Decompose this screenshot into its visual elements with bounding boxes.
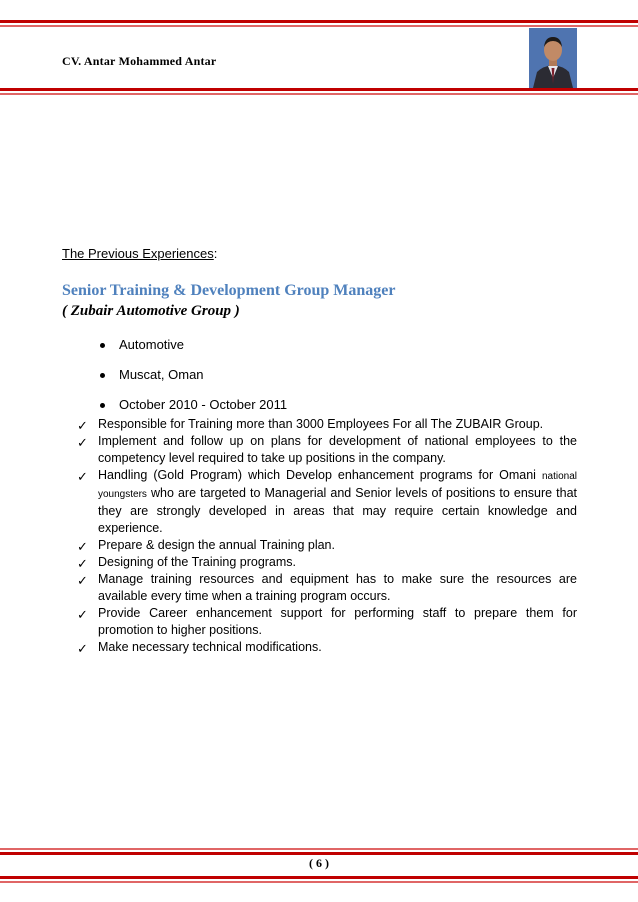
list-item: Automotive — [100, 336, 287, 366]
list-item: ✓ Manage training resources and equipment has to make sure the resources are available every time when a training program occurs. — [77, 572, 577, 603]
checkmark-icon: ✓ — [77, 419, 88, 434]
page-number: ( 6 ) — [309, 856, 329, 870]
bullet-icon — [100, 403, 105, 408]
list-item: ✓ Make necessary technical modifications. — [77, 640, 322, 657]
header-bottom-rule — [0, 88, 638, 95]
checkmark-icon: ✓ — [77, 540, 88, 555]
job-title: Senior Training & Development Group Manager — [62, 282, 396, 299]
list-item: October 2010 - October 2011 — [100, 396, 287, 426]
header-name: CV. Antar Mohammed Antar — [62, 54, 217, 68]
list-item: ✓ Designing of the Training programs. — [77, 555, 297, 572]
checkmark-icon: ✓ — [77, 557, 88, 572]
responsibilities-list — [77, 416, 577, 656]
job-details-list — [100, 336, 287, 426]
company-name: ( Zubair Automotive Group ) — [62, 303, 240, 319]
footer-rule — [0, 848, 638, 855]
footer-bottom-rule — [0, 876, 638, 883]
bullet-icon — [100, 343, 105, 348]
profile-photo — [529, 28, 577, 88]
list-item: ✓ Handling (Gold Program) which Develop enhancement programs for Omani national youngsters who are targeted to Managerial and Senior levels of positions to ensure that they are strongly developed in areas that may require certain knowledge and experience. — [77, 468, 577, 535]
header-top-rule — [0, 20, 638, 27]
list-item: ✓ Prepare & design the annual Training plan. — [77, 538, 335, 555]
checkmark-icon: ✓ — [77, 436, 88, 451]
list-item: ✓ Responsible for Training more than 3000 Employees For all The ZUBAIR Group. — [77, 417, 544, 434]
checkmark-icon: ✓ — [77, 608, 88, 623]
checkmark-icon: ✓ — [77, 470, 88, 485]
bullet-icon — [100, 373, 105, 378]
section-title: The Previous Experiences: — [62, 246, 218, 261]
list-item: ✓ Provide Career enhancement support for performing staff to prepare them for promotion to higher positions. — [77, 606, 577, 637]
checkmark-icon: ✓ — [77, 574, 88, 589]
checkmark-icon: ✓ — [77, 642, 88, 657]
list-item: Muscat, Oman — [100, 366, 287, 396]
list-item: ✓ Implement and follow up on plans for development of national employees to the competency level required to take up positions in the company. — [77, 434, 577, 465]
